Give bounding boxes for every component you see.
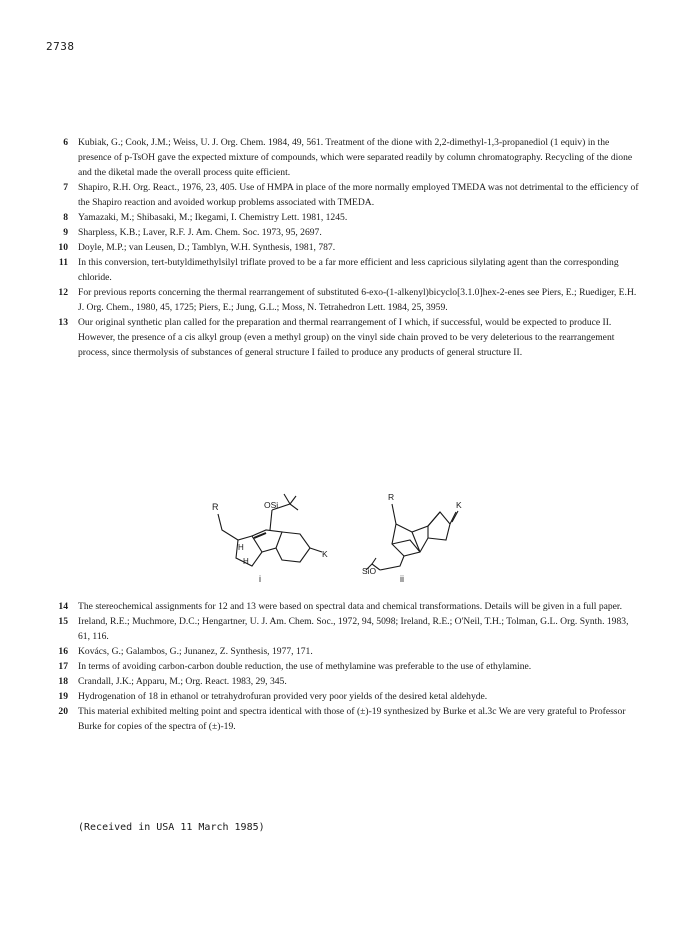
reference-item — [42, 644, 642, 659]
reference-item — [42, 614, 642, 644]
reference-text: Crandall, J.K.; Apparu, M.; Org. React. 1983, 29, 345. — [78, 676, 287, 687]
reference-text: Ireland, R.E.; Muchmore, D.C.; Hengartner, U. J. Am. Chem. Soc., 1972, 94, 5098; Ireland, R.E.; O'Neil, T.H.; Tolman, G.L. Org. Synth. 1983, 61, 116. — [78, 616, 629, 642]
reference-item — [42, 689, 642, 704]
reference-text: This material exhibited melting point and spectra identical with those of (±)-19 synthesized by Burke et al.3c We are very grateful to Professor Burke for copies of the spectra of (±)-19. — [78, 706, 626, 732]
reference-number: 16 — [58, 646, 68, 657]
reference-text: In terms of avoiding carbon-carbon double reduction, the use of methylamine was preferable to the use of ethylamine. — [78, 661, 532, 672]
reference-text: Kubiak, G.; Cook, J.M.; Weiss, U. J. Org. Chem. 1984, 49, 561. Treatment of the dione with 2,2-dimethyl-1,3-propanediol (1 equiv) in the presence of p-TsOH gave the expected mixture of compounds, which were separated readily by column chromatography. Recycling of the dione and the diketal made the overall process quite efficient. — [78, 137, 633, 178]
structure-ii — [366, 504, 458, 570]
reference-number: 10 — [58, 242, 68, 253]
reference-item — [42, 704, 642, 734]
reference-number: 15 — [58, 616, 68, 627]
reference-text: Sharpless, K.B.; Laver, R.F. J. Am. Chem. Soc. 1973, 95, 2697. — [78, 227, 322, 238]
reference-number: 7 — [63, 182, 68, 193]
reference-text: The stereochemical assignments for 12 and 13 were based on spectral data and chemical transformations. Details will be given in a full paper. — [78, 601, 622, 612]
reference-number: 9 — [63, 227, 68, 238]
structure-ii-caption: ii — [400, 574, 404, 584]
reference-item — [42, 255, 642, 285]
reference-number: 19 — [58, 691, 68, 702]
reference-item — [42, 315, 642, 360]
structure-i-h-label-1: H — [238, 543, 244, 552]
received-date: (Received in USA 11 March 1985) — [78, 822, 265, 833]
reference-text: For previous reports concerning the thermal rearrangement of substituted 6-exo-(1-alkenyl)bicyclo[3.1.0]hex-2-enes see Piers, E.; Ruediger, E.H. J. Org. Chem., 1980, 45, 1725; Piers, E.; Jung, G.L.; Moss, N. Tetrahedron Lett. 1984, 25, 3959. — [78, 287, 637, 313]
chemical-structures — [0, 478, 680, 596]
structure-drawing — [0, 478, 680, 596]
references-upper — [42, 135, 642, 360]
reference-text: Yamazaki, M.; Shibasaki, M.; Ikegami, I. Chemistry Lett. 1981, 1245. — [78, 212, 348, 223]
reference-text: In this conversion, tert-butyldimethylsilyl triflate proved to be a far more efficient and less capricious silylating agent than the corresponding chloride. — [78, 257, 619, 283]
reference-item — [42, 135, 642, 180]
reference-text: Doyle, M.P.; van Leusen, D.; Tamblyn, W.H. Synthesis, 1981, 787. — [78, 242, 336, 253]
reference-item — [42, 180, 642, 210]
reference-number: 11 — [58, 257, 68, 268]
reference-item — [42, 210, 642, 225]
structure-i-k-label: K — [322, 549, 328, 559]
reference-text: Kovács, G.; Galambos, G.; Junanez, Z. Synthesis, 1977, 171. — [78, 646, 313, 657]
reference-number: 20 — [58, 706, 68, 717]
structure-i-h-label-2: H — [243, 557, 249, 566]
reference-number: 18 — [58, 676, 68, 687]
reference-number: 12 — [58, 287, 68, 298]
reference-item — [42, 674, 642, 689]
reference-text: Shapiro, R.H. Org. React., 1976, 23, 405. Use of HMPA in place of the more normally employed TMEDA was not detrimental to the efficiency of the Shapiro reaction and avoided workup problems associated with TMEDA. — [78, 182, 639, 208]
reference-item — [42, 225, 642, 240]
structure-i-caption: i — [259, 574, 261, 584]
reference-number: 6 — [63, 137, 68, 148]
reference-number: 17 — [58, 661, 68, 672]
reference-item — [42, 285, 642, 315]
references-lower — [42, 599, 642, 734]
reference-text: Hydrogenation of 18 in ethanol or tetrahydrofuran provided very poor yields of the desired ketal aldehyde. — [78, 691, 488, 702]
reference-number: 13 — [58, 317, 68, 328]
page-number: 2738 — [46, 40, 75, 53]
reference-text: Our original synthetic plan called for the preparation and thermal rearrangement of I which, if successful, would be expected to produce II. However, the presence of a cis alkyl group (even a methyl group) on the vinyl side chain proved to be very deleterious to the rearrangement process, since thermolysis of substances of general structure I failed to produce any products of general structure II. — [78, 317, 615, 358]
structure-i-osi-label: OSi — [264, 500, 279, 510]
structure-ii-sio-label: SiO — [362, 566, 377, 576]
reference-item — [42, 599, 642, 614]
reference-number: 8 — [63, 212, 68, 223]
reference-item — [42, 659, 642, 674]
structure-ii-k-label: K — [456, 500, 462, 510]
reference-number: 14 — [58, 601, 68, 612]
structure-ii-r-label: R — [388, 492, 395, 502]
reference-item — [42, 240, 642, 255]
structure-i-r-label: R — [212, 502, 219, 512]
